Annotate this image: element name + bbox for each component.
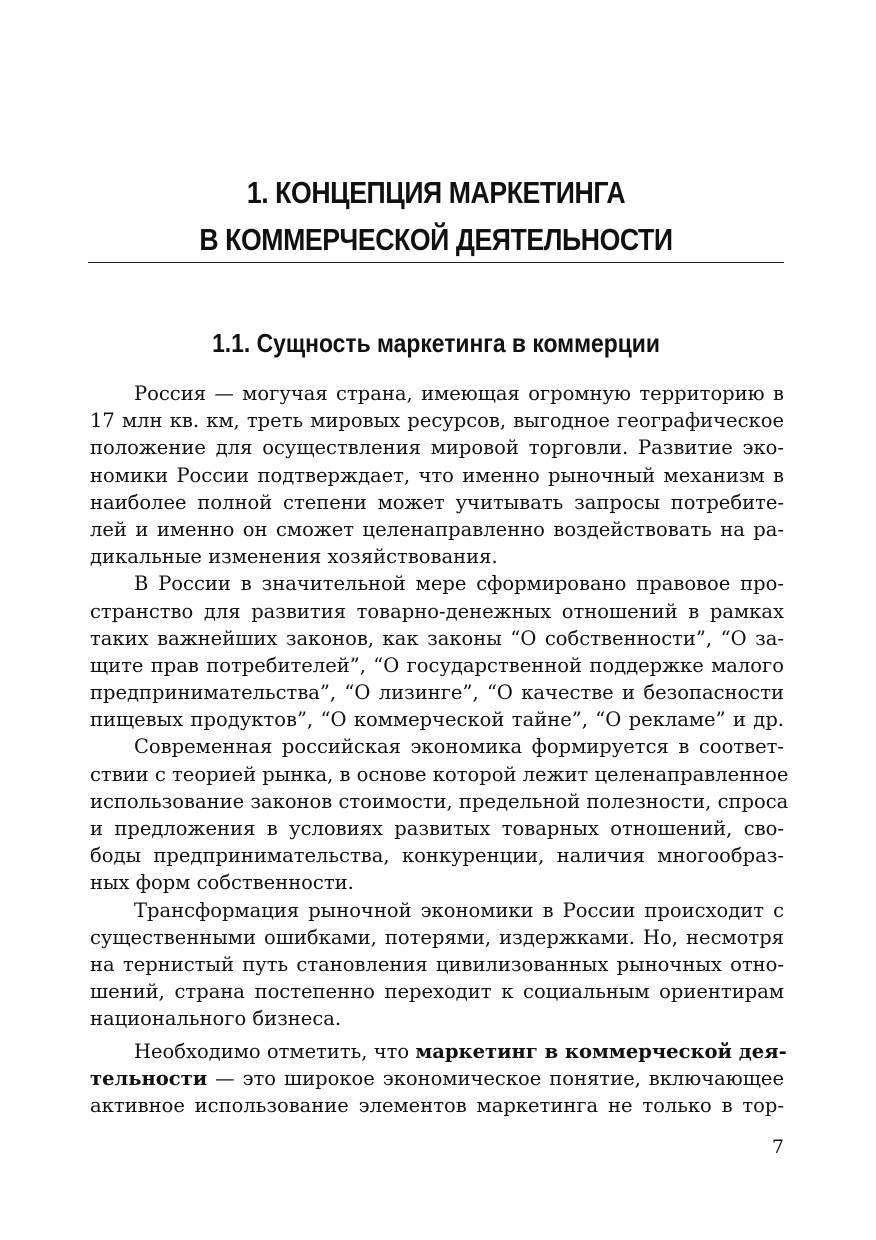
- text-line: [90, 1038, 787, 1065]
- text-run: — это широкое экономическое понятие, включающее: [207, 1066, 784, 1090]
- text-line: боды предпринимательства, конкуренции, наличия многообраз-: [90, 844, 784, 868]
- text-line: Трансформация рыночной экономики в России происходит с: [134, 898, 784, 922]
- chapter-title-line-1: 1. КОНЦЕПЦИЯ МАРКЕТИНГА: [246, 175, 626, 210]
- text-line: Современная российская экономика формируется в соответ-: [134, 735, 784, 759]
- text-run: Необходимо отметить, что: [134, 1039, 416, 1063]
- paragraph: [90, 897, 784, 1033]
- chapter-title-line-2: В КОММЕРЧЕСКОЙ ДЕЯТЕЛЬНОСТИ: [199, 222, 673, 257]
- text-line: таких важнейших законов, как законы “О собственности”, “О за-: [90, 626, 784, 650]
- paragraph: [90, 733, 789, 896]
- text-line: Россия — могучая страна, имеющая огромную территорию в: [134, 382, 784, 405]
- text-line: ных форм собственности.: [90, 871, 354, 895]
- text-line: наиболее полной степени может учитывать запросы потребите-: [90, 490, 784, 514]
- text-line: лей и именно он сможет целенаправленно воздействовать на ра-: [90, 517, 784, 541]
- body-text: [90, 380, 789, 1119]
- term-bold: тельности: [90, 1066, 208, 1090]
- text-line: и предложения в условиях развитых товарных отношений, сво-: [90, 817, 784, 840]
- text-line: ствии с теорией рынка, в основе которой лежит целенаправленное: [90, 762, 789, 786]
- text-line: существенными ошибками, потерями, издержками. Но, несмотря: [90, 925, 784, 949]
- text-line: номики России подтверждает, что именно рыночный механизм в: [90, 463, 784, 487]
- text-line: пищевых продуктов”, “О коммерческой тайне”, “О рекламе” и др.: [90, 708, 784, 732]
- text-line: шений, страна постепенно переходит к социальным ориентирам: [90, 980, 784, 1004]
- text-line: [90, 1065, 784, 1092]
- paragraph: [90, 570, 784, 733]
- text-line: положение для осуществления мировой торговли. Развитие эко-: [90, 436, 784, 460]
- section-title: 1.1. Сущность маркетинга в коммерции: [212, 328, 660, 358]
- page-number: 7: [771, 1136, 784, 1158]
- text-line: В России в значительной мере сформировано правовое про-: [134, 572, 784, 596]
- text-line: предпринимательства”, “О лизинге”, “О качестве и безопасности: [90, 681, 784, 705]
- text-line: 17 млн кв. км, треть мировых ресурсов, выгодное географическое: [90, 409, 784, 433]
- text-line: национального бизнеса.: [90, 1007, 342, 1031]
- title-rule: [88, 262, 784, 263]
- text-line: на тернистый путь становления цивилизованных рыночных отно-: [90, 952, 784, 976]
- paragraph: [90, 380, 784, 570]
- text-line: щите прав потребителей”, “О государственной поддержке малого: [90, 653, 784, 677]
- term-bold: маркетинг в коммерческой дея-: [415, 1039, 787, 1063]
- text-line: активное использование элементов маркетинга не только в тор-: [90, 1093, 784, 1117]
- text-line: странство для развития товарно-денежных отношений в рамках: [90, 599, 784, 623]
- paragraph: [90, 1038, 787, 1120]
- text-line: использование законов стоимости, предельной полезности, спроса: [90, 789, 789, 813]
- text-line: дикальные изменения хозяйствования.: [90, 545, 498, 569]
